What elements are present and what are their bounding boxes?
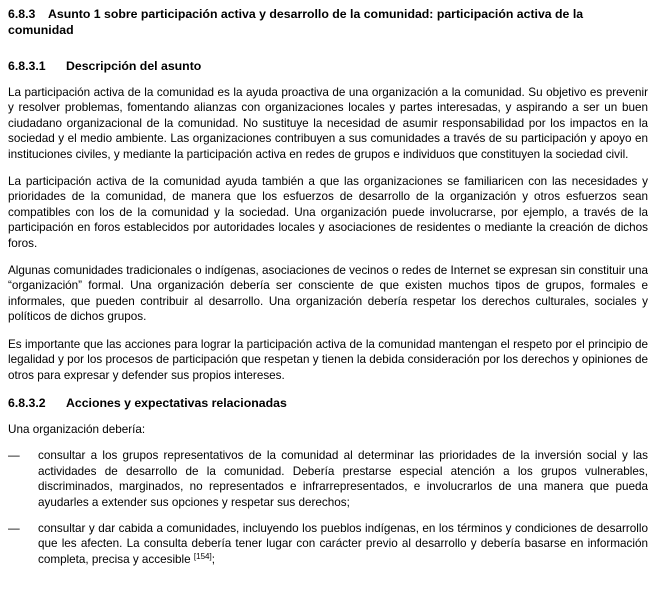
subsection-number: 6.8.3.1 <box>8 59 46 73</box>
subsection-title: Descripción del asunto <box>66 59 202 73</box>
section-number: 6.8.3 <box>8 7 36 21</box>
subsection-heading-6831 <box>8 58 648 74</box>
bullet-dash: — <box>8 449 20 463</box>
bullet-dash: — <box>8 521 20 535</box>
paragraph-3: Algunas comunidades tradicionales o indígenas, asociaciones de vecinos o redes de Internet se expresan sin constituir una “organización” formal. Una organización debería ser consciente de que existen muchos tipos de grupos, formales e informales, que pueden contribuir al desarrollo. Una organización debería respetar los derechos culturales, sociales y políticos de dichos grupos. <box>8 264 648 324</box>
list-item <box>8 448 648 510</box>
paragraph-1: La participación activa de la comunidad es la ayuda proactiva de una organización a la comunidad. Su objetivo es prevenir y resolver problemas, fomentando alianzas con organizaciones locales y partes interesadas, y aspirando a ser un buen ciudadano organizacional de la comunidad. No sustituye la necesidad de asumir responsabilidad por los impactos en la sociedad y el medio ambiente. Las organizaciones contribuyen a sus comunidades a través de su participación y apoyo en instituciones civiles, y mediante la participación activa en redes de grupos e individuos que constituyen la sociedad civil. <box>8 86 648 161</box>
bullet-text <box>38 521 648 567</box>
list-intro: Una organización debería: <box>8 422 146 436</box>
bullet-suffix: ; <box>211 552 215 566</box>
subsection-heading-6832 <box>8 395 648 411</box>
paragraph-4: Es importante que las acciones para lograr la participación activa de la comunidad mantengan el respeto por el principio de legalidad y por los procesos de participación que respetan y tienen la debida consideración por los derechos y opiniones de otros para expresar y defender sus propios intereses. <box>8 337 648 382</box>
section-title: Asunto 1 sobre participación activa y desarrollo de la comunidad: participación activa de la comunidad <box>8 7 584 37</box>
subsection-title: Acciones y expectativas relacionadas <box>66 395 287 410</box>
paragraph-2: La participación activa de la comunidad ayuda también a que las organizaciones se familiaricen con las necesidades y prioridades de la comunidad, de manera que los esfuerzos de desarrollo de la organización y otros esfuerzos sean compatibles con los de la comunidad y la sociedad. Una organización puede involucrarse, por ejemplo, a través de la participación en foros establecidos por autoridades locales y asociaciones de residentes o mediante la creación de dichos foros. <box>8 175 648 250</box>
bullet-text <box>38 448 648 510</box>
list-item <box>8 521 648 567</box>
bullet-body: consultar y dar cabida a comunidades, incluyendo los pueblos indígenas, en los términos y condiciones de desarrollo que les afecten. La consulta debería tener lugar con carácter previo al desarrollo y debería basarse en información completa, precisa y accesible <box>38 521 648 566</box>
subsection-number: 6.8.3.2 <box>8 395 46 410</box>
footnote-ref-154[interactable]: [154] <box>193 551 212 561</box>
bullet-body: consultar a los grupos representativos de la comunidad al determinar las prioridades de la inversión social y las actividades de desarrollo de la comunidad. Debería prestarse especial atención a los grupos vulnerables, discriminados, marginados, no representados e infrarrepresentados, e involucrarlos de una manera que pueda ayudarles a extender sus opciones y respetar sus derechos; <box>38 449 648 509</box>
section-heading-683 <box>8 6 648 38</box>
